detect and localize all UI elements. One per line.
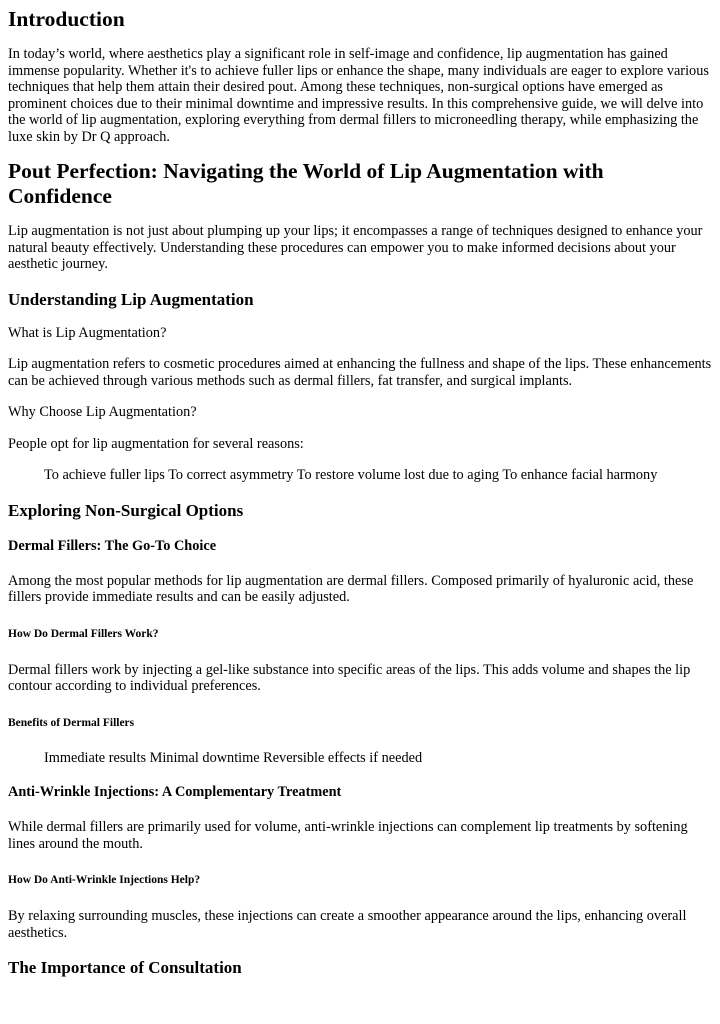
intro-heading: Introduction [8, 7, 125, 31]
intro-paragraph: In today’s world, where aesthetics play a significant role in self-image and confidence, lip augmentation has gained immense popularity. Whether it's to achieve fuller lips or enhance the shape, many individuals are eager to explore various techniques that help them attain their desired pout. Among these techniques, non-surgical options have emerged as prominent choices due to their minimal downtime and impressive results. In this comprehensive guide, we will delve into the world of lip augmentation, exploring everything from dermal fillers to microneedling therapy, while emphasizing the luxe skin by Dr Q approach. [8, 46, 709, 145]
nonsurgical-heading: Exploring Non-Surgical Options [8, 500, 244, 520]
understanding-heading: Understanding Lip Augmentation [8, 289, 254, 309]
reasons-list: To achieve fuller lips To correct asymmetry To restore volume lost due to aging To enhance facial harmony [44, 467, 658, 483]
what-is-question: What is Lip Augmentation? [8, 324, 167, 341]
fillers-heading: Dermal Fillers: The Go-To Choice [8, 537, 217, 554]
pout-heading: Pout Perfection: Navigating the World of Lip Augmentation with Confidence [8, 159, 604, 208]
benefits-heading: Benefits of Dermal Fillers [8, 716, 135, 729]
pout-paragraph: Lip augmentation is not just about plumping up your lips; it encompasses a range of techniques designed to enhance your natural beauty effectively. Understanding these procedures can empower you to make informed decisions about your aesthetic journey. [8, 223, 703, 272]
why-choose-answer: People opt for lip augmentation for several reasons: [8, 435, 304, 452]
what-is-answer: Lip augmentation refers to cosmetic procedures aimed at enhancing the fullness and shape of the lips. These enhancements can be achieved through various methods such as dermal fillers, fat transfer, and surgical implants. [8, 356, 712, 389]
article [0, 7, 720, 978]
antiwrinkle-heading: Anti-Wrinkle Injections: A Complementary Treatment [8, 784, 342, 800]
how-fillers-paragraph: Dermal fillers work by injecting a gel-like substance into specific areas of the lips. This adds volume and shapes the lip contour according to individual preferences. [8, 661, 691, 694]
consultation-heading: The Importance of Consultation [8, 958, 242, 977]
antiwrinkle-paragraph: While dermal fillers are primarily used for volume, anti-wrinkle injections can complement lip treatments by softening lines around the mouth. [8, 819, 688, 852]
benefits-list: Immediate results Minimal downtime Reversible effects if needed [44, 749, 423, 766]
antiwrinkle-how-heading: How Do Anti-Wrinkle Injections Help? [8, 874, 201, 886]
fillers-paragraph: Among the most popular methods for lip augmentation are dermal fillers. Composed primarily of hyaluronic acid, these fillers provide immediate results and can be easily adjusted. [8, 572, 694, 605]
how-fillers-heading: How Do Dermal Fillers Work? [8, 627, 159, 640]
antiwrinkle-how-paragraph: By relaxing surrounding muscles, these injections can create a smoother appearance around the lips, enhancing overall aesthetics. [8, 908, 687, 941]
why-choose-question: Why Choose Lip Augmentation? [8, 404, 197, 420]
